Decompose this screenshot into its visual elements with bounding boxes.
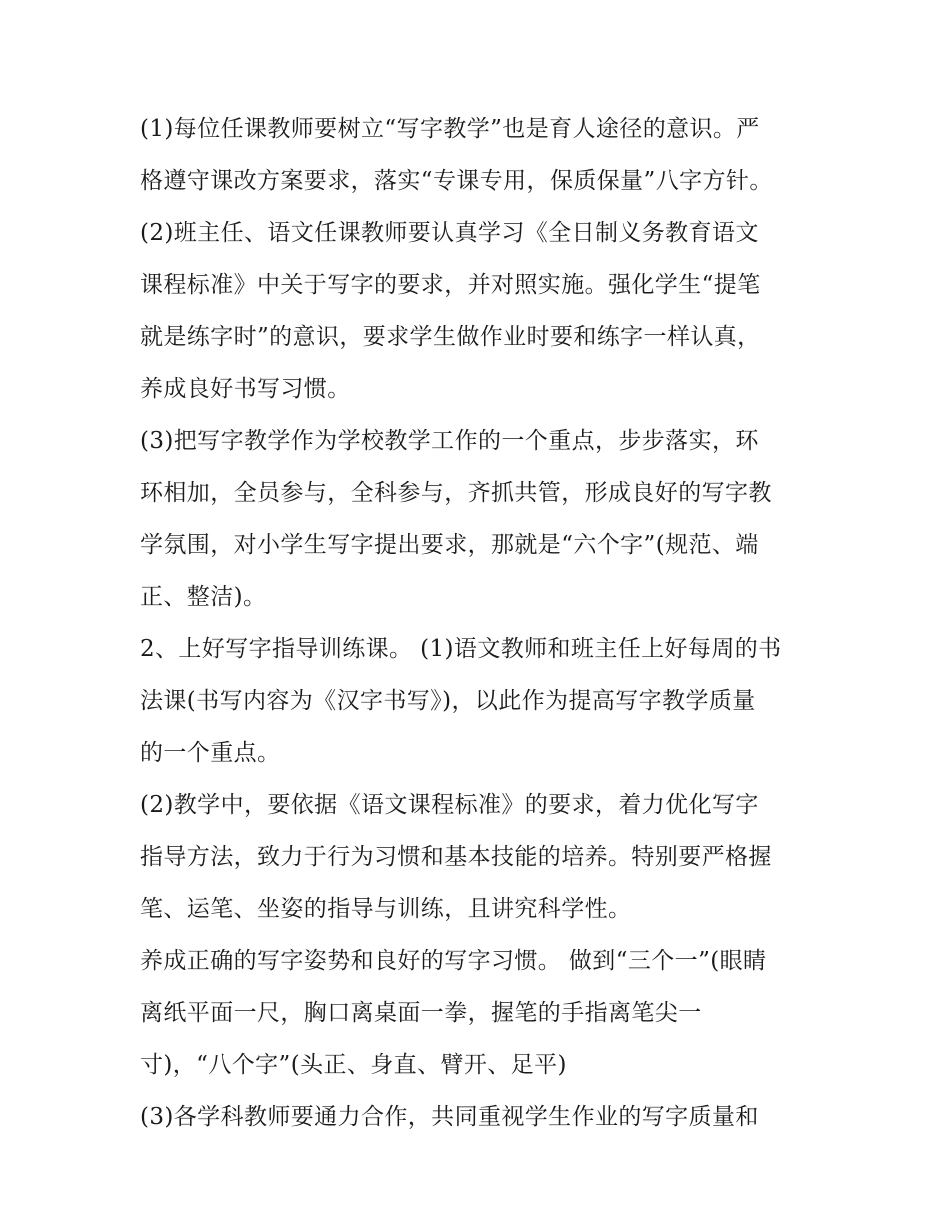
text-line: 课程标准》中关于写字的要求，并对照实施。强化学生“提笔 [140,272,761,298]
text-line: 指导方法，致力于行为习惯和基本技能的培养。特别要严格握 [140,844,772,870]
text-line: 法课(书写内容为《汉字书写》)，以此作为提高写字教学质量 [140,688,756,714]
text-line: 格遵守课改方案要求，落实“专课专用，保质保量”八字方针。 [140,168,773,194]
text-line: (3)各学科教师要通力合作，共同重视学生作业的写字质量和 [140,1104,759,1130]
text-line: (1)每位任课教师要树立“写字教学”也是育人途径的意识。严 [140,116,760,142]
text-line: 离纸平面一尺，胸口离桌面一拳，握笔的手指离笔尖一 [140,1000,702,1026]
text-line: (2)教学中，要依据《语文课程标准》的要求，着力优化写字 [140,792,759,818]
text-line: (3)把写字教学作为学校教学工作的一个重点，步步落实，环 [140,428,759,454]
text-line: 2、上好写字指导训练课。 (1)语文教师和班主任上好每周的书 [140,636,782,662]
document-body [140,103,830,1143]
text-line: 养成良好书写习惯。 [140,376,351,402]
text-line: 正、整洁)。 [140,584,267,610]
text-line: 的一个重点。 [140,740,281,766]
text-line: 环相加，全员参与，全科参与，齐抓共管，形成良好的写字教 [140,480,772,506]
text-line: 养成正确的写字姿势和良好的写字习惯。 做到“三个一”(眼睛 [140,948,767,974]
text-line: 学氛围，对小学生写字提出要求，那就是“六个字”(规范、端 [140,532,759,558]
text-line: 笔、运笔、坐姿的指导与训练，且讲究科学性。 [140,896,632,922]
text-line: 就是练字时”的意识，要求学生做作业时要和练字一样认真， [140,324,761,350]
text-line: 寸)，“八个字”(头正、身直、臂开、足平) [140,1052,567,1078]
text-line: (2)班主任、语文任课教师要认真学习《全日制义务教育语文 [140,220,759,246]
